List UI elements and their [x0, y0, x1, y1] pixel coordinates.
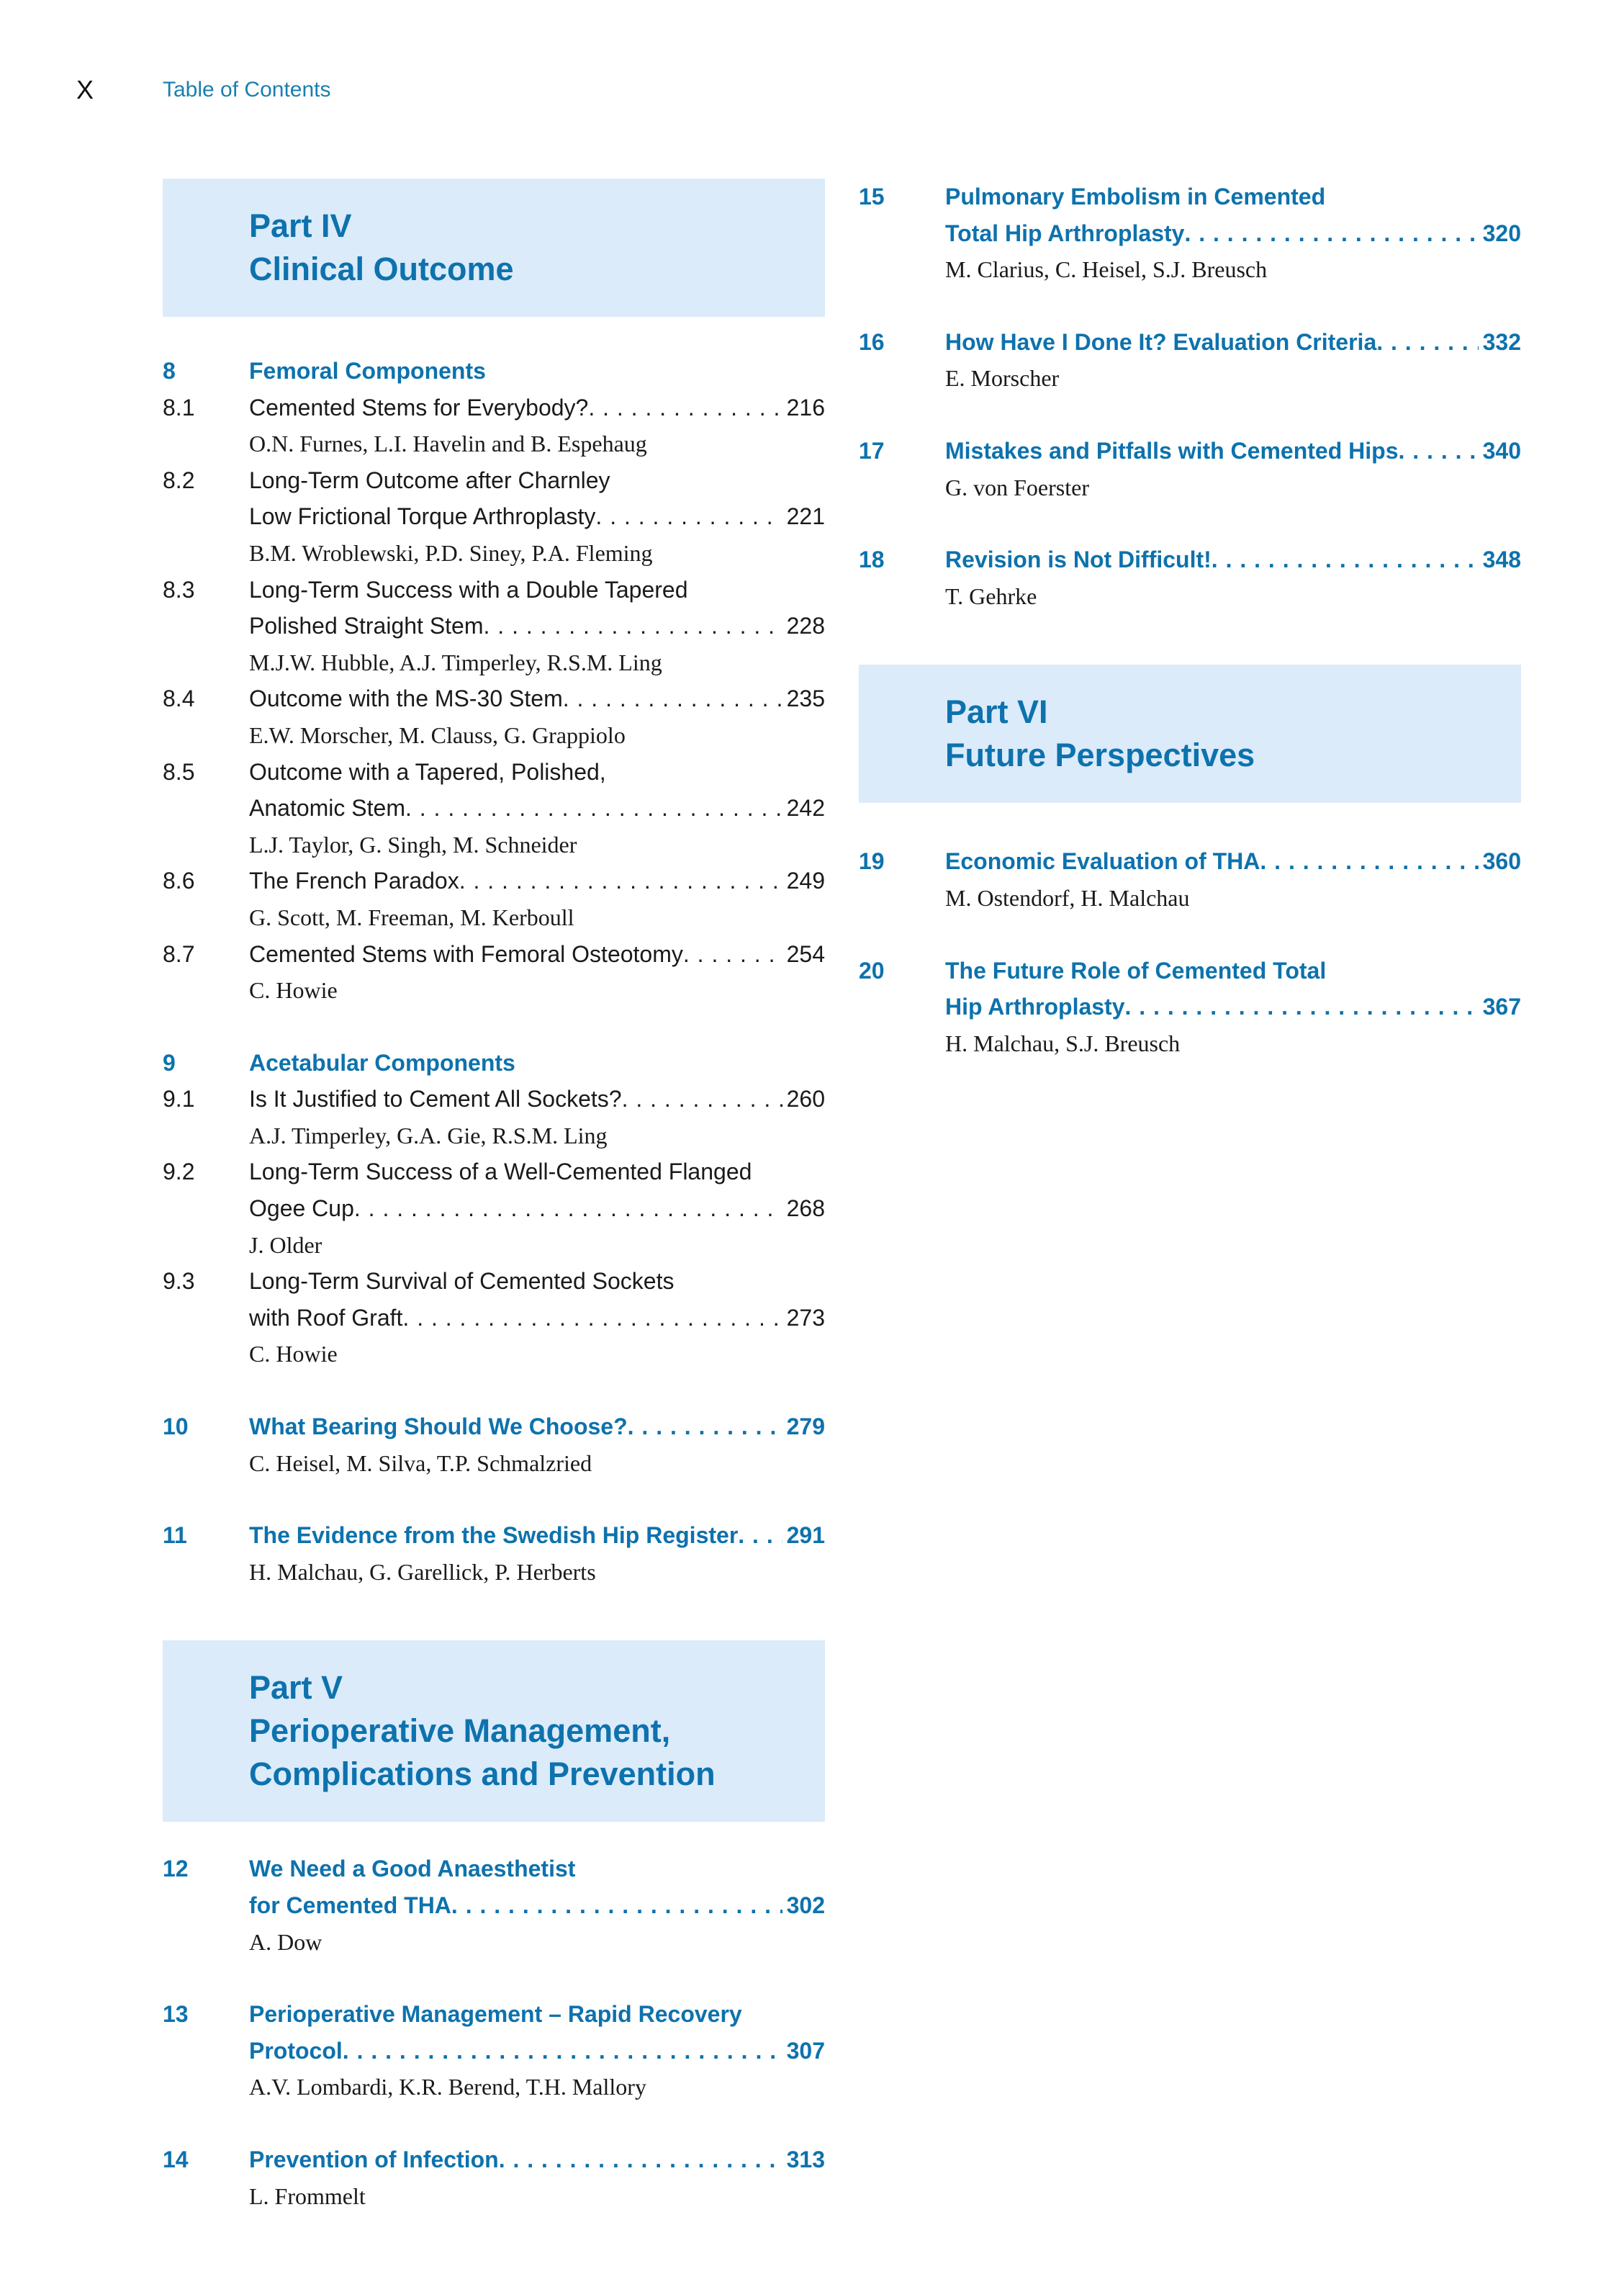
toc-entry[interactable]	[163, 680, 825, 753]
chapter-title: for Cemented THA	[249, 1892, 451, 1918]
chapter-title: Acetabular Components	[249, 1049, 515, 1076]
section-number: 9.1	[163, 1086, 195, 1112]
chapter-title-line1: Perioperative Management – Rapid Recovery	[249, 2001, 742, 2028]
authors: O.N. Furnes, L.I. Havelin and B. Espehaug	[249, 431, 647, 457]
section-number: 8.5	[163, 758, 195, 785]
page-header	[0, 75, 1624, 111]
toc-entry[interactable]	[163, 863, 825, 935]
section-title-line1: Outcome with a Tapered, Polished,	[249, 758, 606, 785]
part-label: Part VI	[945, 693, 1048, 731]
chapter-title: What Bearing Should We Choose?	[249, 1413, 628, 1440]
part-label: Part IV	[249, 207, 352, 244]
section-title: Polished Straight Stem	[249, 613, 484, 639]
chapter-entry[interactable]	[859, 953, 1521, 1062]
authors: E. Morscher	[945, 365, 1060, 392]
part-title: Clinical Outcome	[249, 251, 514, 287]
chapter-number: 16	[859, 328, 885, 355]
chapter-entry[interactable]	[859, 843, 1521, 916]
section-title: Cemented Stems with Femoral Osteotomy	[249, 940, 683, 967]
section-title-line1: Long-Term Success of a Well-Cemented Flanged	[249, 1159, 752, 1185]
section-title-line1: Long-Term Outcome after Charnley	[249, 467, 610, 493]
page-ref: 307	[786, 2037, 825, 2064]
section-number: 8.3	[163, 576, 195, 603]
page-ref: 235	[786, 686, 825, 712]
chapter-title-line1: The Future Role of Cemented Total	[945, 957, 1327, 984]
section-number: 9.2	[163, 1159, 195, 1185]
page-ref: 291	[786, 1522, 825, 1549]
section-number: 9.3	[163, 1268, 195, 1295]
chapter-entry[interactable]	[859, 541, 1521, 614]
page-ref: 228	[786, 613, 825, 639]
page-ref: 242	[786, 795, 825, 822]
authors: C. Howie	[249, 977, 338, 1004]
part-v-box	[163, 1640, 825, 1822]
chapter-title: Hip Arthroplasty	[945, 994, 1125, 1020]
chapter-number: 17	[859, 437, 885, 464]
chapter-number: 13	[163, 2001, 189, 2028]
page-ref: 332	[1482, 328, 1521, 355]
authors: L. Frommelt	[249, 2183, 366, 2209]
section-number: 8.6	[163, 868, 195, 894]
authors: G. Scott, M. Freeman, M. Kerboull	[249, 904, 574, 930]
part-title-line2: Complications and Prevention	[249, 1756, 716, 1793]
chapter-number: 12	[163, 1856, 189, 1882]
chapter-number: 20	[859, 957, 885, 984]
section-title: Ogee Cup	[249, 1195, 354, 1222]
chapter-number: 18	[859, 547, 885, 573]
right-column	[859, 179, 1521, 1061]
page-number: X	[76, 75, 94, 104]
part-title: Future Perspectives	[945, 737, 1255, 774]
page-ref: 216	[786, 394, 825, 421]
part-label: Part V	[249, 1669, 343, 1707]
chapter-entry[interactable]	[859, 433, 1521, 505]
chapter-entry[interactable]	[163, 1517, 825, 1590]
chapter-heading[interactable]	[163, 353, 825, 390]
toc-entry[interactable]	[163, 936, 825, 1009]
toc-entry[interactable]	[163, 1154, 825, 1263]
part-vi-box	[859, 665, 1521, 803]
toc-entry[interactable]	[163, 754, 825, 863]
section-title: Is It Justified to Cement All Sockets?	[249, 1086, 622, 1112]
page-ref: 221	[786, 503, 825, 530]
authors: M. Ostendorf, H. Malchau	[945, 884, 1190, 911]
chapter-title: Protocol	[249, 2037, 343, 2064]
section-title: with Roof Graft	[249, 1304, 403, 1331]
page-ref: 260	[786, 1086, 825, 1112]
authors: M.J.W. Hubble, A.J. Timperley, R.S.M. Ling	[249, 649, 662, 675]
chapter-title: Revision is Not Difficult!	[945, 547, 1212, 573]
chapter-number: 19	[859, 848, 885, 875]
page-ref: 367	[1482, 994, 1521, 1020]
authors: T. Gehrke	[945, 583, 1037, 609]
section-title: Cemented Stems for Everybody?	[249, 394, 589, 421]
chapter-title: The Evidence from the Swedish Hip Register	[249, 1522, 739, 1549]
chapter-title: Total Hip Arthroplasty	[945, 220, 1185, 246]
section-title: The French Paradox	[249, 868, 459, 894]
chapter-number: 10	[163, 1413, 189, 1440]
chapter-title: Prevention of Infection	[249, 2146, 499, 2172]
section-number: 8.4	[163, 686, 195, 712]
toc-entry[interactable]	[163, 1263, 825, 1372]
section-title: Outcome with the MS-30 Stem	[249, 686, 563, 712]
running-title: Table of Contents	[163, 78, 331, 102]
chapter-entry[interactable]	[163, 1996, 825, 2105]
toc-entry[interactable]	[163, 390, 825, 462]
chapter-entry[interactable]	[163, 1851, 825, 1960]
chapter-title: Mistakes and Pitfalls with Cemented Hips	[945, 437, 1399, 464]
authors: A.V. Lombardi, K.R. Berend, T.H. Mallory	[249, 2074, 646, 2100]
page-ref: 360	[1482, 848, 1521, 875]
authors: M. Clarius, C. Heisel, S.J. Breusch	[945, 256, 1268, 283]
page-ref: 279	[786, 1413, 825, 1440]
page-ref: 268	[786, 1195, 825, 1222]
chapter-number: 14	[163, 2146, 189, 2172]
chapter-entry[interactable]	[163, 1408, 825, 1481]
section-title: Anatomic Stem	[249, 795, 405, 822]
chapter-number: 8	[163, 358, 176, 384]
authors: E.W. Morscher, M. Clauss, G. Grappiolo	[249, 722, 626, 748]
toc-entry[interactable]	[163, 1081, 825, 1154]
toc-entry[interactable]	[163, 572, 825, 681]
page-ref: 273	[786, 1304, 825, 1331]
chapter-entry[interactable]	[859, 324, 1521, 397]
authors: L.J. Taylor, G. Singh, M. Schneider	[249, 831, 577, 858]
section-title: Low Frictional Torque Arthroplasty	[249, 503, 596, 530]
authors: H. Malchau, G. Garellick, P. Herberts	[249, 1558, 596, 1585]
chapter-title-line1: We Need a Good Anaesthetist	[249, 1856, 576, 1882]
authors: G. von Foerster	[945, 474, 1089, 500]
chapter-number: 11	[163, 1522, 187, 1549]
toc-entry[interactable]	[163, 462, 825, 572]
chapter-title: How Have I Done It? Evaluation Criteria	[945, 328, 1377, 355]
authors: A. Dow	[249, 1928, 322, 1955]
page-ref: 340	[1482, 437, 1521, 464]
page-ref: 302	[786, 1892, 825, 1918]
section-number: 8.7	[163, 940, 195, 967]
chapter-entry[interactable]	[163, 2141, 825, 2214]
authors: C. Heisel, M. Silva, T.P. Schmalzried	[249, 1449, 592, 1476]
section-number: 8.2	[163, 467, 195, 493]
authors: A.J. Timperley, G.A. Gie, R.S.M. Ling	[249, 1122, 608, 1149]
section-title-line1: Long-Term Success with a Double Tapered	[249, 576, 688, 603]
chapter-title: Femoral Components	[249, 358, 486, 384]
part-title: Perioperative Management,	[249, 1712, 671, 1750]
chapter-title: Economic Evaluation of THA	[945, 848, 1260, 875]
page-ref: 348	[1482, 547, 1521, 573]
chapter-title-line1: Pulmonary Embolism in Cemented	[945, 184, 1326, 210]
chapter-number: 15	[859, 184, 885, 210]
page-ref: 254	[786, 940, 825, 967]
authors: C. Howie	[249, 1341, 338, 1367]
page-ref: 313	[786, 2146, 825, 2172]
chapter-entry[interactable]	[859, 179, 1521, 288]
section-number: 8.1	[163, 394, 195, 421]
chapter-heading[interactable]	[163, 1045, 825, 1082]
page-ref: 249	[786, 868, 825, 894]
authors: J. Older	[249, 1231, 322, 1258]
authors: H. Malchau, S.J. Breusch	[945, 1030, 1181, 1056]
left-column	[163, 179, 825, 2214]
chapter-number: 9	[163, 1049, 176, 1076]
part-iv-box	[163, 179, 825, 317]
page-ref: 320	[1482, 220, 1521, 246]
authors: B.M. Wroblewski, P.D. Siney, P.A. Fleming	[249, 539, 653, 566]
section-title-line1: Long-Term Survival of Cemented Sockets	[249, 1268, 675, 1295]
